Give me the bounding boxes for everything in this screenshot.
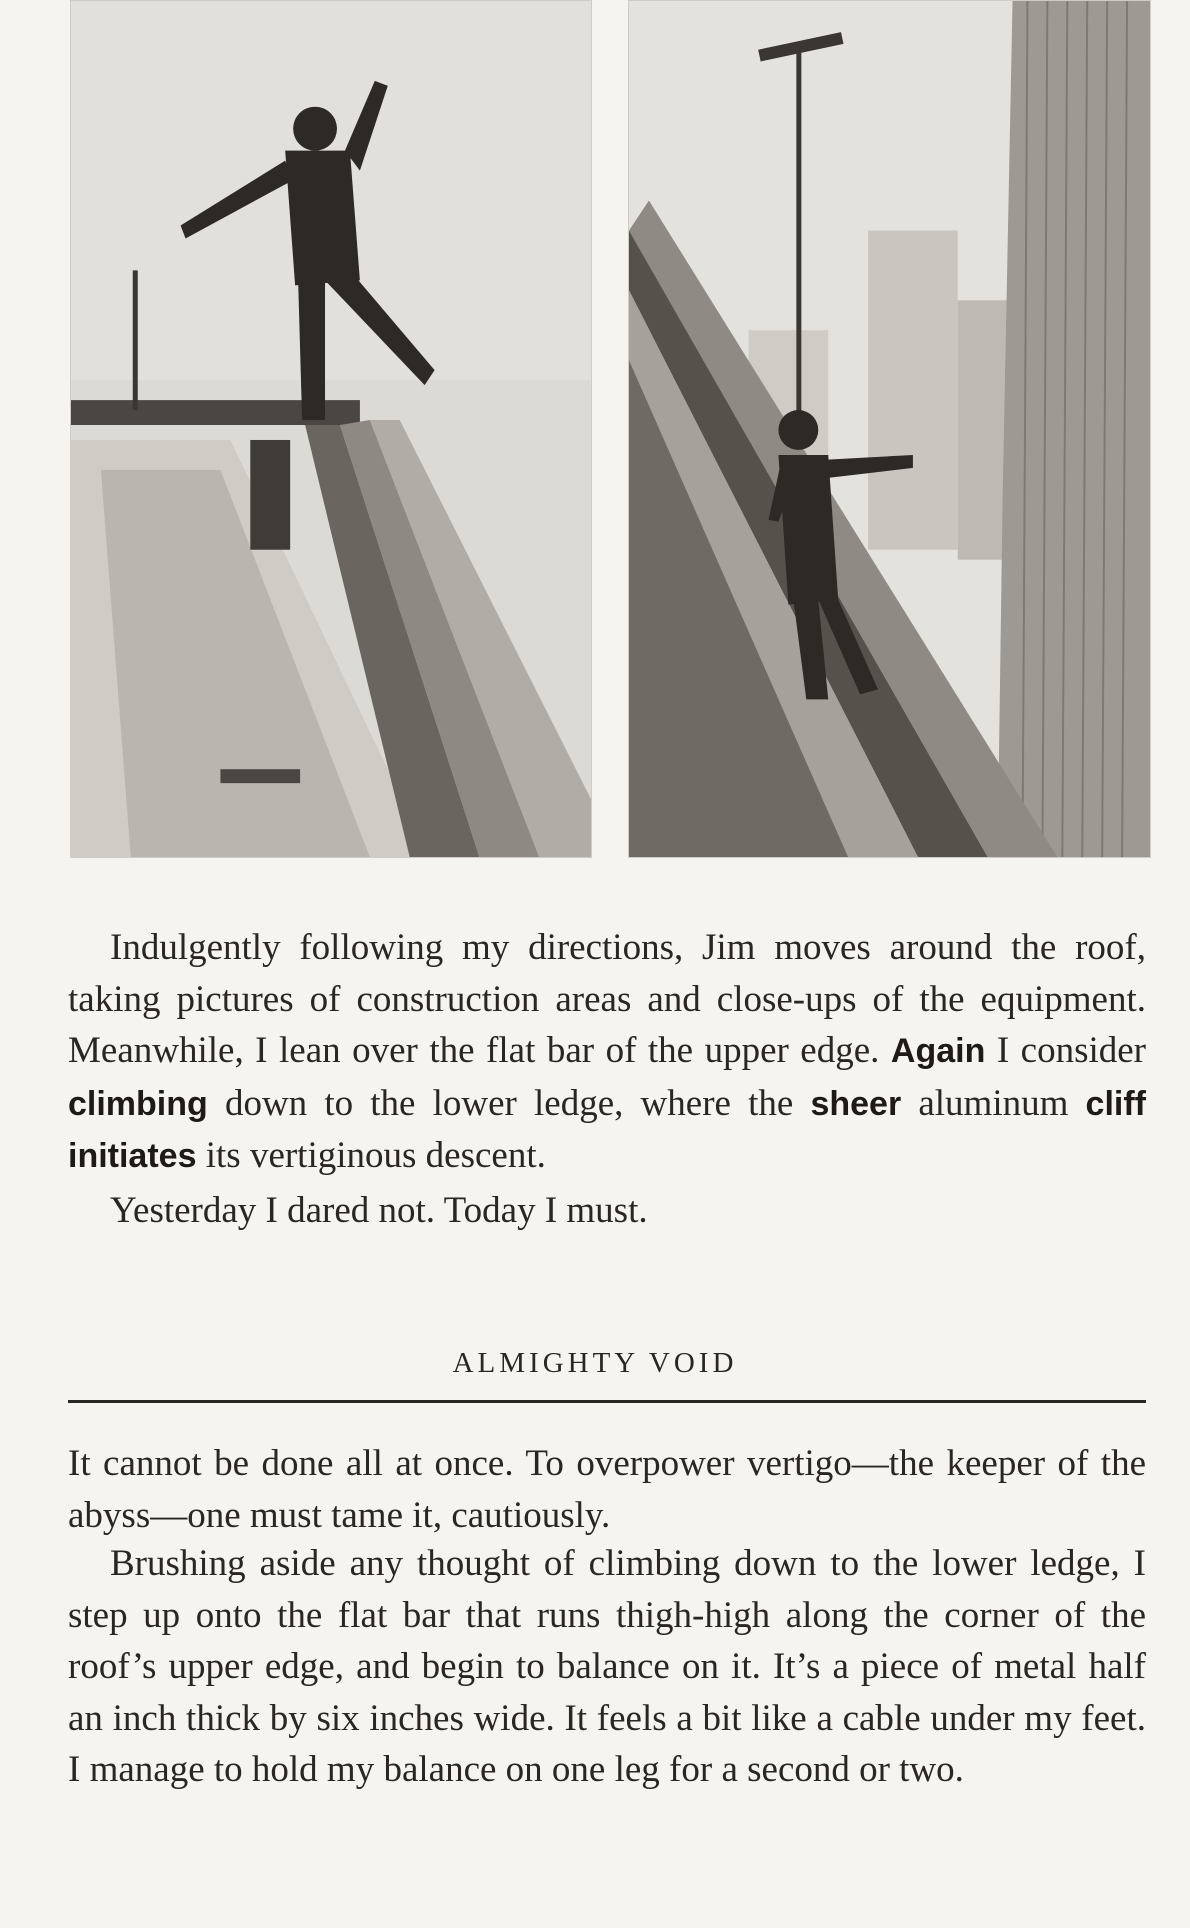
paragraph-1-text-2: I consider <box>985 1030 1147 1071</box>
ledge-walk-illustration <box>629 1 1150 857</box>
ledge-walk-photo <box>628 0 1151 858</box>
section-divider <box>68 1400 1146 1403</box>
highlight-cliff-initiates: cliff initiates <box>68 1084 1146 1175</box>
rooftop-balance-illustration <box>71 1 591 857</box>
paragraph-1-text: Indulgently following my directions, Jim moves around the roof, taking pictures of construction areas and close-ups of the equipment. Meanwhile, I lean over the flat bar of the upper edge. <box>68 927 1146 1071</box>
highlight-climbing: climbing <box>68 1084 208 1123</box>
highlight-sheer: sheer <box>810 1084 902 1123</box>
paragraph-roof-pictures <box>68 922 1146 1183</box>
paragraph-1-text-5: its vertiginous descent. <box>196 1135 546 1176</box>
rooftop-balance-photo <box>70 0 592 858</box>
section-heading: ALMIGHTY VOID <box>452 1347 738 1379</box>
paragraph-yesterday: Yesterday I dared not. Today I must. <box>110 1190 648 1231</box>
paragraph-balance: Brushing aside any thought of climbing down to the lower ledge, I step up onto the flat bar that runs thigh-high along the corner of the roof’s upper edge, and begin to balance on it. It’s a piece of metal half an inch thick by six inches wide. It feels a bit like a cable under my feet. I manage to hold my balance on one leg for a second or two. <box>68 1543 1146 1790</box>
highlight-again: Again <box>890 1032 986 1070</box>
paragraph-vertigo: It cannot be done all at once. To overpower vertigo—the keeper of the abyss—one must tame it, cautiously. <box>68 1443 1146 1536</box>
paragraph-1-text-4: aluminum <box>901 1082 1086 1124</box>
paragraph-1-text-3: down to the lower ledge, where the <box>207 1082 811 1124</box>
